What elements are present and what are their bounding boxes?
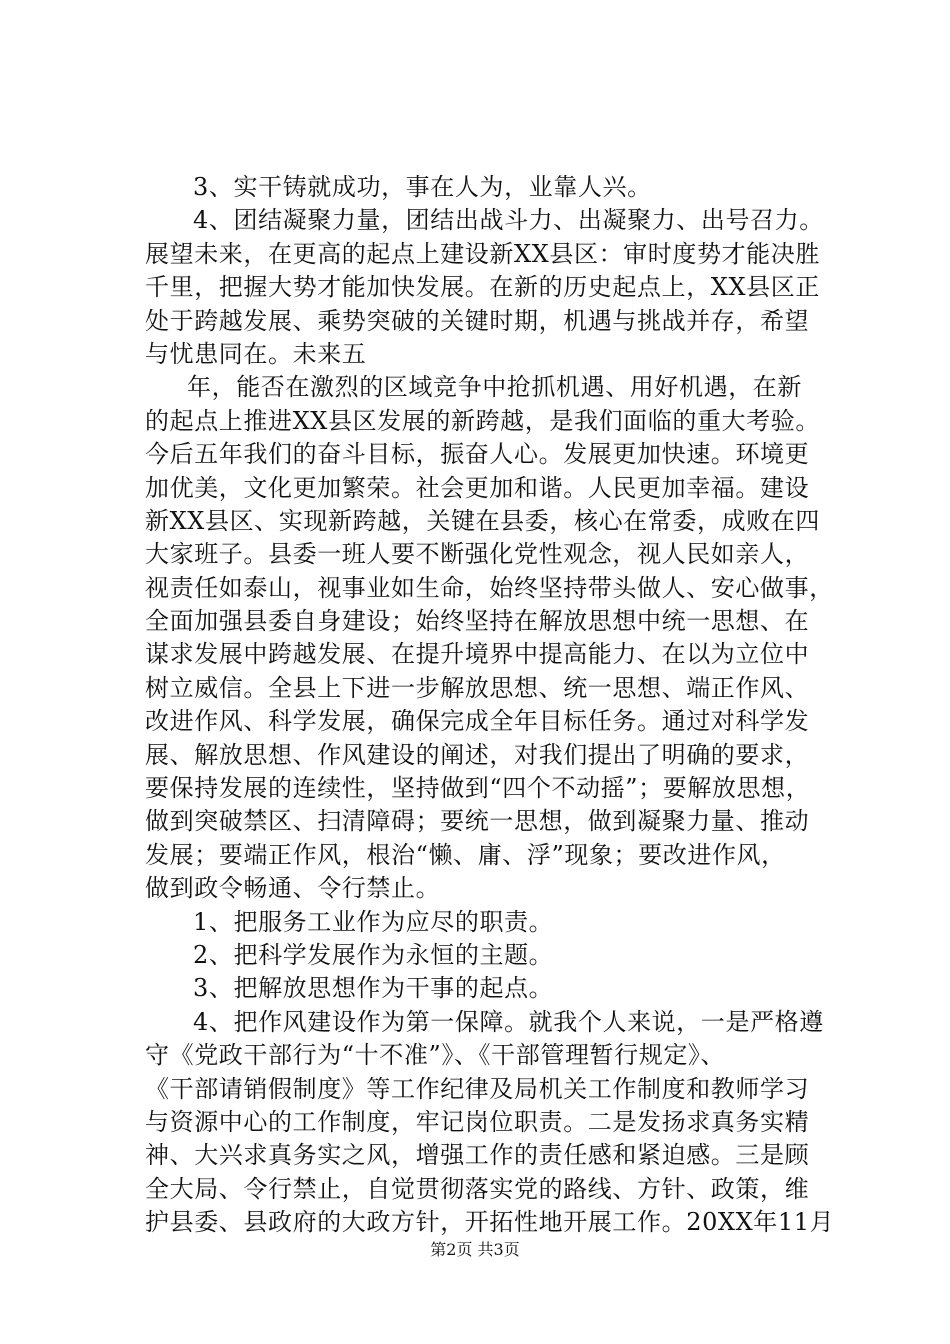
text-line: 与忧患同在。未来五	[145, 339, 367, 368]
text-line: 4、团结凝聚力量，团结出战斗力、出凝聚力、出号召力。	[193, 206, 824, 235]
text-line: 年，能否在激烈的区域竞争中抢抓机遇、用好机遇，在新	[187, 373, 802, 402]
text-line: 展望未来，在更高的起点上建设新XX县区：审时度势才能决胜	[145, 239, 820, 268]
text-line: 《干部请销假制度》等工作纪律及局机关工作制度和教师学习	[145, 1074, 810, 1103]
text-line: 1、把服务工业作为应尽的职责。	[193, 907, 554, 936]
text-line: 加优美，文化更加繁荣。社会更加和谐。人民更加幸福。建设	[145, 473, 810, 502]
text-line: 的起点上推进XX县区发展的新跨越，是我们面临的重大考验。	[145, 406, 820, 435]
text-line: 千里，把握大势才能加快发展。在新的历史起点上，XX县区正	[145, 273, 820, 302]
text-line: 做到突破禁区、扫清障碍；要统一思想，做到凝聚力量、推动	[145, 807, 810, 836]
page-footer	[0, 1240, 950, 1260]
text-line: 大家班子。县委一班人要不断强化党性观念，视人民如亲人，	[145, 540, 810, 569]
document-body	[145, 171, 835, 1240]
text-line: 全面加强县委自身建设；始终坚持在解放思想中统一思想、在	[145, 607, 810, 636]
text-line: 视责任如泰山，视事业如生命，始终坚持带头做人、安心做事，	[145, 573, 834, 602]
text-line: 护县委、县政府的大政方针，开拓性地开展工作。20XX年11月	[145, 1208, 835, 1237]
text-line: 发展；要端正作风，根治“懒、庸、浮”现象；要改进作风，	[145, 840, 786, 869]
text-line: 3、实干铸就成功，事在人为，业靠人兴。	[193, 173, 652, 201]
text-line: 展、解放思想、作风建设的阐述，对我们提出了明确的要求，	[145, 740, 810, 769]
text-line: 谋求发展中跨越发展、在提升境界中提高能力、在以为立位中	[145, 640, 810, 669]
text-line: 处于跨越发展、乘势突破的关键时期，机遇与挑战并存，希望	[145, 306, 810, 335]
text-line: 树立威信。全县上下进一步解放思想、统一思想、端正作风、	[145, 673, 810, 702]
text-line: 新XX县区、实现新跨越，关键在县委，核心在常委，成败在四	[145, 506, 820, 535]
text-line: 2、把科学发展作为永恒的主题。	[193, 940, 554, 969]
page-number: 第2页 共3页	[430, 1240, 520, 1259]
text-line: 做到政令畅通、令行禁止。	[145, 874, 441, 903]
text-line: 全大局、令行禁止，自觉贯彻落实党的路线、方针、政策，维	[145, 1174, 810, 1203]
text-line: 改进作风、科学发展，确保完成全年目标任务。通过对科学发	[145, 707, 810, 736]
text-line: 4、把作风建设作为第一保障。就我个人来说，一是严格遵	[193, 1007, 824, 1036]
text-line: 与资源中心的工作制度，牢记岗位职责。二是发扬求真务实精	[145, 1107, 810, 1136]
text-line: 3、把解放思想作为干事的起点。	[193, 974, 554, 1003]
text-line: 今后五年我们的奋斗目标，振奋人心。发展更加快速。环境更	[145, 440, 810, 469]
text-line: 神、大兴求真务实之风，增强工作的责任感和紧迫感。三是顾	[145, 1141, 810, 1170]
text-line: 守《党政干部行为“十不准”》、《干部管理暂行规定》、	[145, 1041, 726, 1070]
text-line: 要保持发展的连续性，坚持做到“四个不动摇”；要解放思想，	[145, 774, 811, 803]
